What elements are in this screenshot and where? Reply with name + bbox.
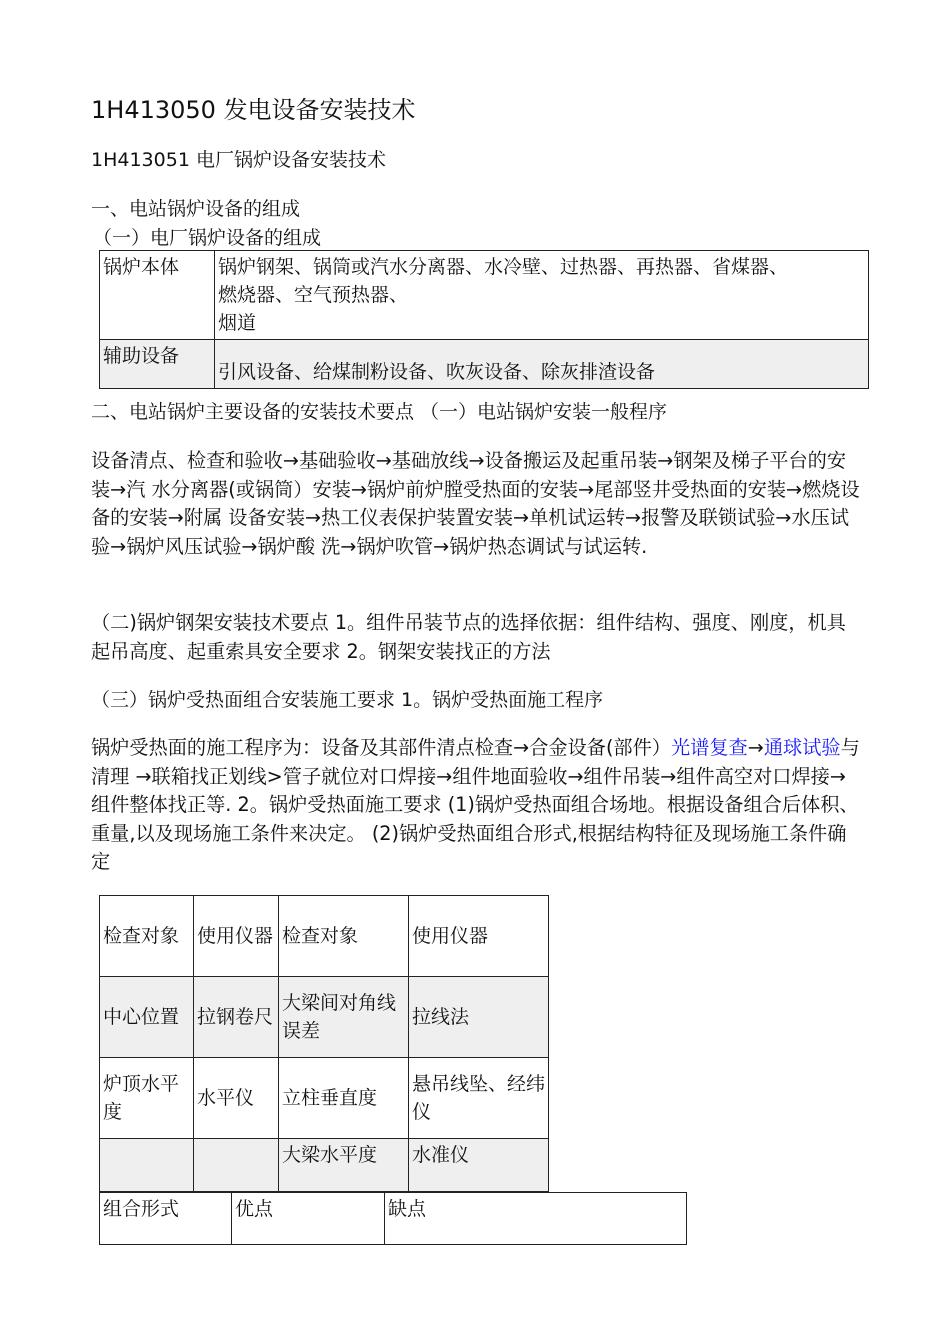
- table-header-cell: 组合形式: [100, 1193, 232, 1245]
- ball-test-link[interactable]: 通球试验: [763, 736, 841, 759]
- table-cell: 检查对象: [279, 896, 409, 977]
- text-run: 与清理 →联箱找正划线>管子就位对口焊接→组件地面验收→组件吊装→组件高空对口焊接→组件整体找正等. 2。锅炉受热面施工要求 (1)锅炉受热面组合场地。根据设备组合后体积、重量,以及现场施工条件来决定。 (2)锅炉受热面组合形式,根据结构特征及现场施工条件确定: [91, 736, 860, 874]
- table-cell: 使用仪器: [194, 896, 279, 977]
- table-cell: 水平仪: [194, 1058, 279, 1139]
- page-title: 1H413050 发电设备安装技术: [91, 96, 416, 124]
- heating-surface-paragraph: [91, 734, 861, 877]
- table-row: [100, 1139, 549, 1192]
- text-run: →: [747, 736, 764, 759]
- boiler-composition-table: [99, 250, 869, 389]
- section-subheading-1: （一）电厂锅炉设备的组成: [93, 227, 322, 249]
- table-cell: [194, 1139, 279, 1192]
- table-cell: [100, 1139, 194, 1192]
- combination-form-table: [99, 1192, 687, 1245]
- cell-line: 燃烧器、空气预热器、: [218, 284, 409, 306]
- cell-line: 烟道: [218, 312, 257, 334]
- table-cell: 大梁间对角线误差: [279, 977, 409, 1058]
- table-cell-value: [215, 251, 869, 340]
- table-cell: 悬吊线坠、经纬仪: [409, 1058, 549, 1139]
- spectrum-review-link[interactable]: 光谱复查: [671, 736, 748, 759]
- table-cell: 大梁水平度: [279, 1139, 409, 1192]
- cell-line: 锅炉钢架、锅筒或汽水分离器、水冷壁、过热器、再热器、省煤器、: [218, 256, 789, 278]
- section-heading-3: （三）锅炉受热面组合安装施工要求 1。锅炉受热面施工程序: [91, 689, 604, 711]
- table-row: [100, 977, 549, 1058]
- table-cell: 立柱垂直度: [279, 1058, 409, 1139]
- table-cell: 水准仪: [409, 1139, 549, 1192]
- steel-frame-paragraph: （二)锅炉钢架安装技术要点 1。组件吊装节点的选择依据：组件结构、强度、刚度，机具起吊高度、起重索具安全要求 2。钢架安装找正的方法: [91, 611, 846, 663]
- table-cell-label: 辅助设备: [100, 340, 215, 389]
- text-run: 锅炉受热面的施工程序为：设备及其部件清点检查→合金设备(部件）: [91, 736, 671, 759]
- table-cell: 中心位置: [100, 977, 194, 1058]
- table-row: [100, 340, 869, 389]
- installation-procedure: 设备清点、检查和验收→基础验收→基础放线→设备搬运及起重吊装→钢架及梯子平台的安装→汽 水分离器(或锅筒）安装→锅炉前炉膛受热面的安装→尾部竖井受热面的安装→燃烧设备的安装→附属 设备安装→热工仪表保护装置安装→单机试运转→报警及联锁试验→水压试验→锅炉风压试验→锅炉酸 洗→锅炉吹管→锅炉热态调试与试运转.: [91, 449, 860, 558]
- section-subtitle: 1H413051 电厂锅炉设备安装技术: [91, 149, 386, 171]
- table-row: [100, 1193, 687, 1245]
- table-cell-value: 引风设备、给煤制粉设备、吹灰设备、除灰排渣设备: [215, 340, 869, 389]
- inspection-table: [99, 895, 549, 1192]
- table-header-cell: 缺点: [385, 1193, 687, 1245]
- table-row: [100, 1058, 549, 1139]
- section-heading-2: 二、电站锅炉主要设备的安装技术要点 （一）电站锅炉安装一般程序: [91, 401, 668, 423]
- table-cell: 拉钢卷尺: [194, 977, 279, 1058]
- table-cell: 炉顶水平度: [100, 1058, 194, 1139]
- table-header-cell: 优点: [232, 1193, 385, 1245]
- table-cell-label: 锅炉本体: [100, 251, 215, 340]
- table-cell: 检查对象: [100, 896, 194, 977]
- section-heading-1: 一、电站锅炉设备的组成: [91, 198, 301, 220]
- table-cell: 使用仪器: [409, 896, 549, 977]
- table-row: [100, 251, 869, 340]
- table-row: [100, 896, 549, 977]
- table-cell: 拉线法: [409, 977, 549, 1058]
